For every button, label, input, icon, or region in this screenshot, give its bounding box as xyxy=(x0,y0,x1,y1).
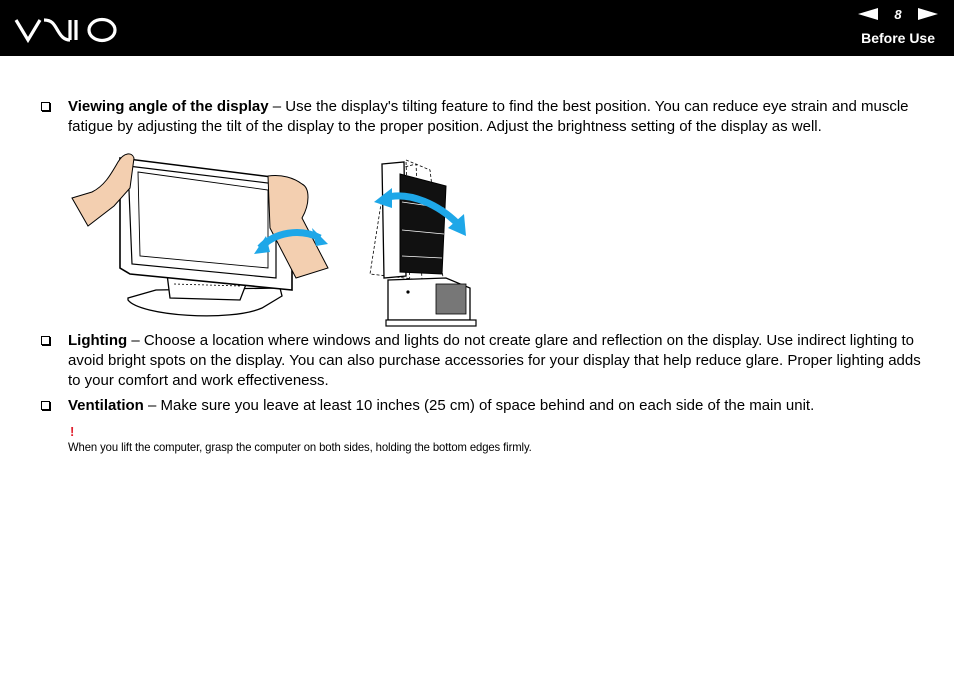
bullet-title: Ventilation xyxy=(68,397,144,414)
note-warning-mark: ! xyxy=(70,424,75,439)
page-header xyxy=(0,0,954,56)
page-navigation xyxy=(858,6,938,24)
note-text: When you lift the computer, grasp the computer on both sides, holding the bottom edges firmly. xyxy=(68,440,532,454)
bullet-text xyxy=(68,396,928,416)
checkbox-bullet-icon xyxy=(41,336,50,345)
bullet-text xyxy=(68,331,928,391)
vaio-logo-icon xyxy=(14,14,122,44)
bullet-body: – Choose a location where windows and lights do not create glare and reflection on the display. Use indirect lighting to avoid bright spots on the display. You can also purchase accessories for your display that help reduce glare. Proper lighting adds to your comfort and work effectiveness. xyxy=(68,332,921,389)
arrow-left-icon[interactable] xyxy=(858,8,878,20)
bullet-body: – Use the display's tilting feature to find the best position. You can reduce eye strain and muscle fatigue by adjusting the tilt of the display to the proper position. Adjust the brightness setting of the display as well. xyxy=(68,98,909,135)
bullet-title: Lighting xyxy=(68,332,128,349)
bullet-text xyxy=(68,97,928,137)
bullet-body: – Make sure you leave at least 10 inches (25 cm) of space behind and on each side of the main unit. xyxy=(143,397,815,414)
page-number: 8 xyxy=(894,7,902,22)
section-title: Before Use xyxy=(861,30,935,46)
checkbox-bullet-icon xyxy=(41,401,50,410)
display-tilt-front-illustration xyxy=(70,148,334,328)
arrow-right-icon[interactable] xyxy=(918,8,938,20)
checkbox-bullet-icon xyxy=(41,102,50,111)
display-tilt-side-illustration xyxy=(366,156,480,328)
bullet-title: Viewing angle of the display xyxy=(68,98,269,115)
